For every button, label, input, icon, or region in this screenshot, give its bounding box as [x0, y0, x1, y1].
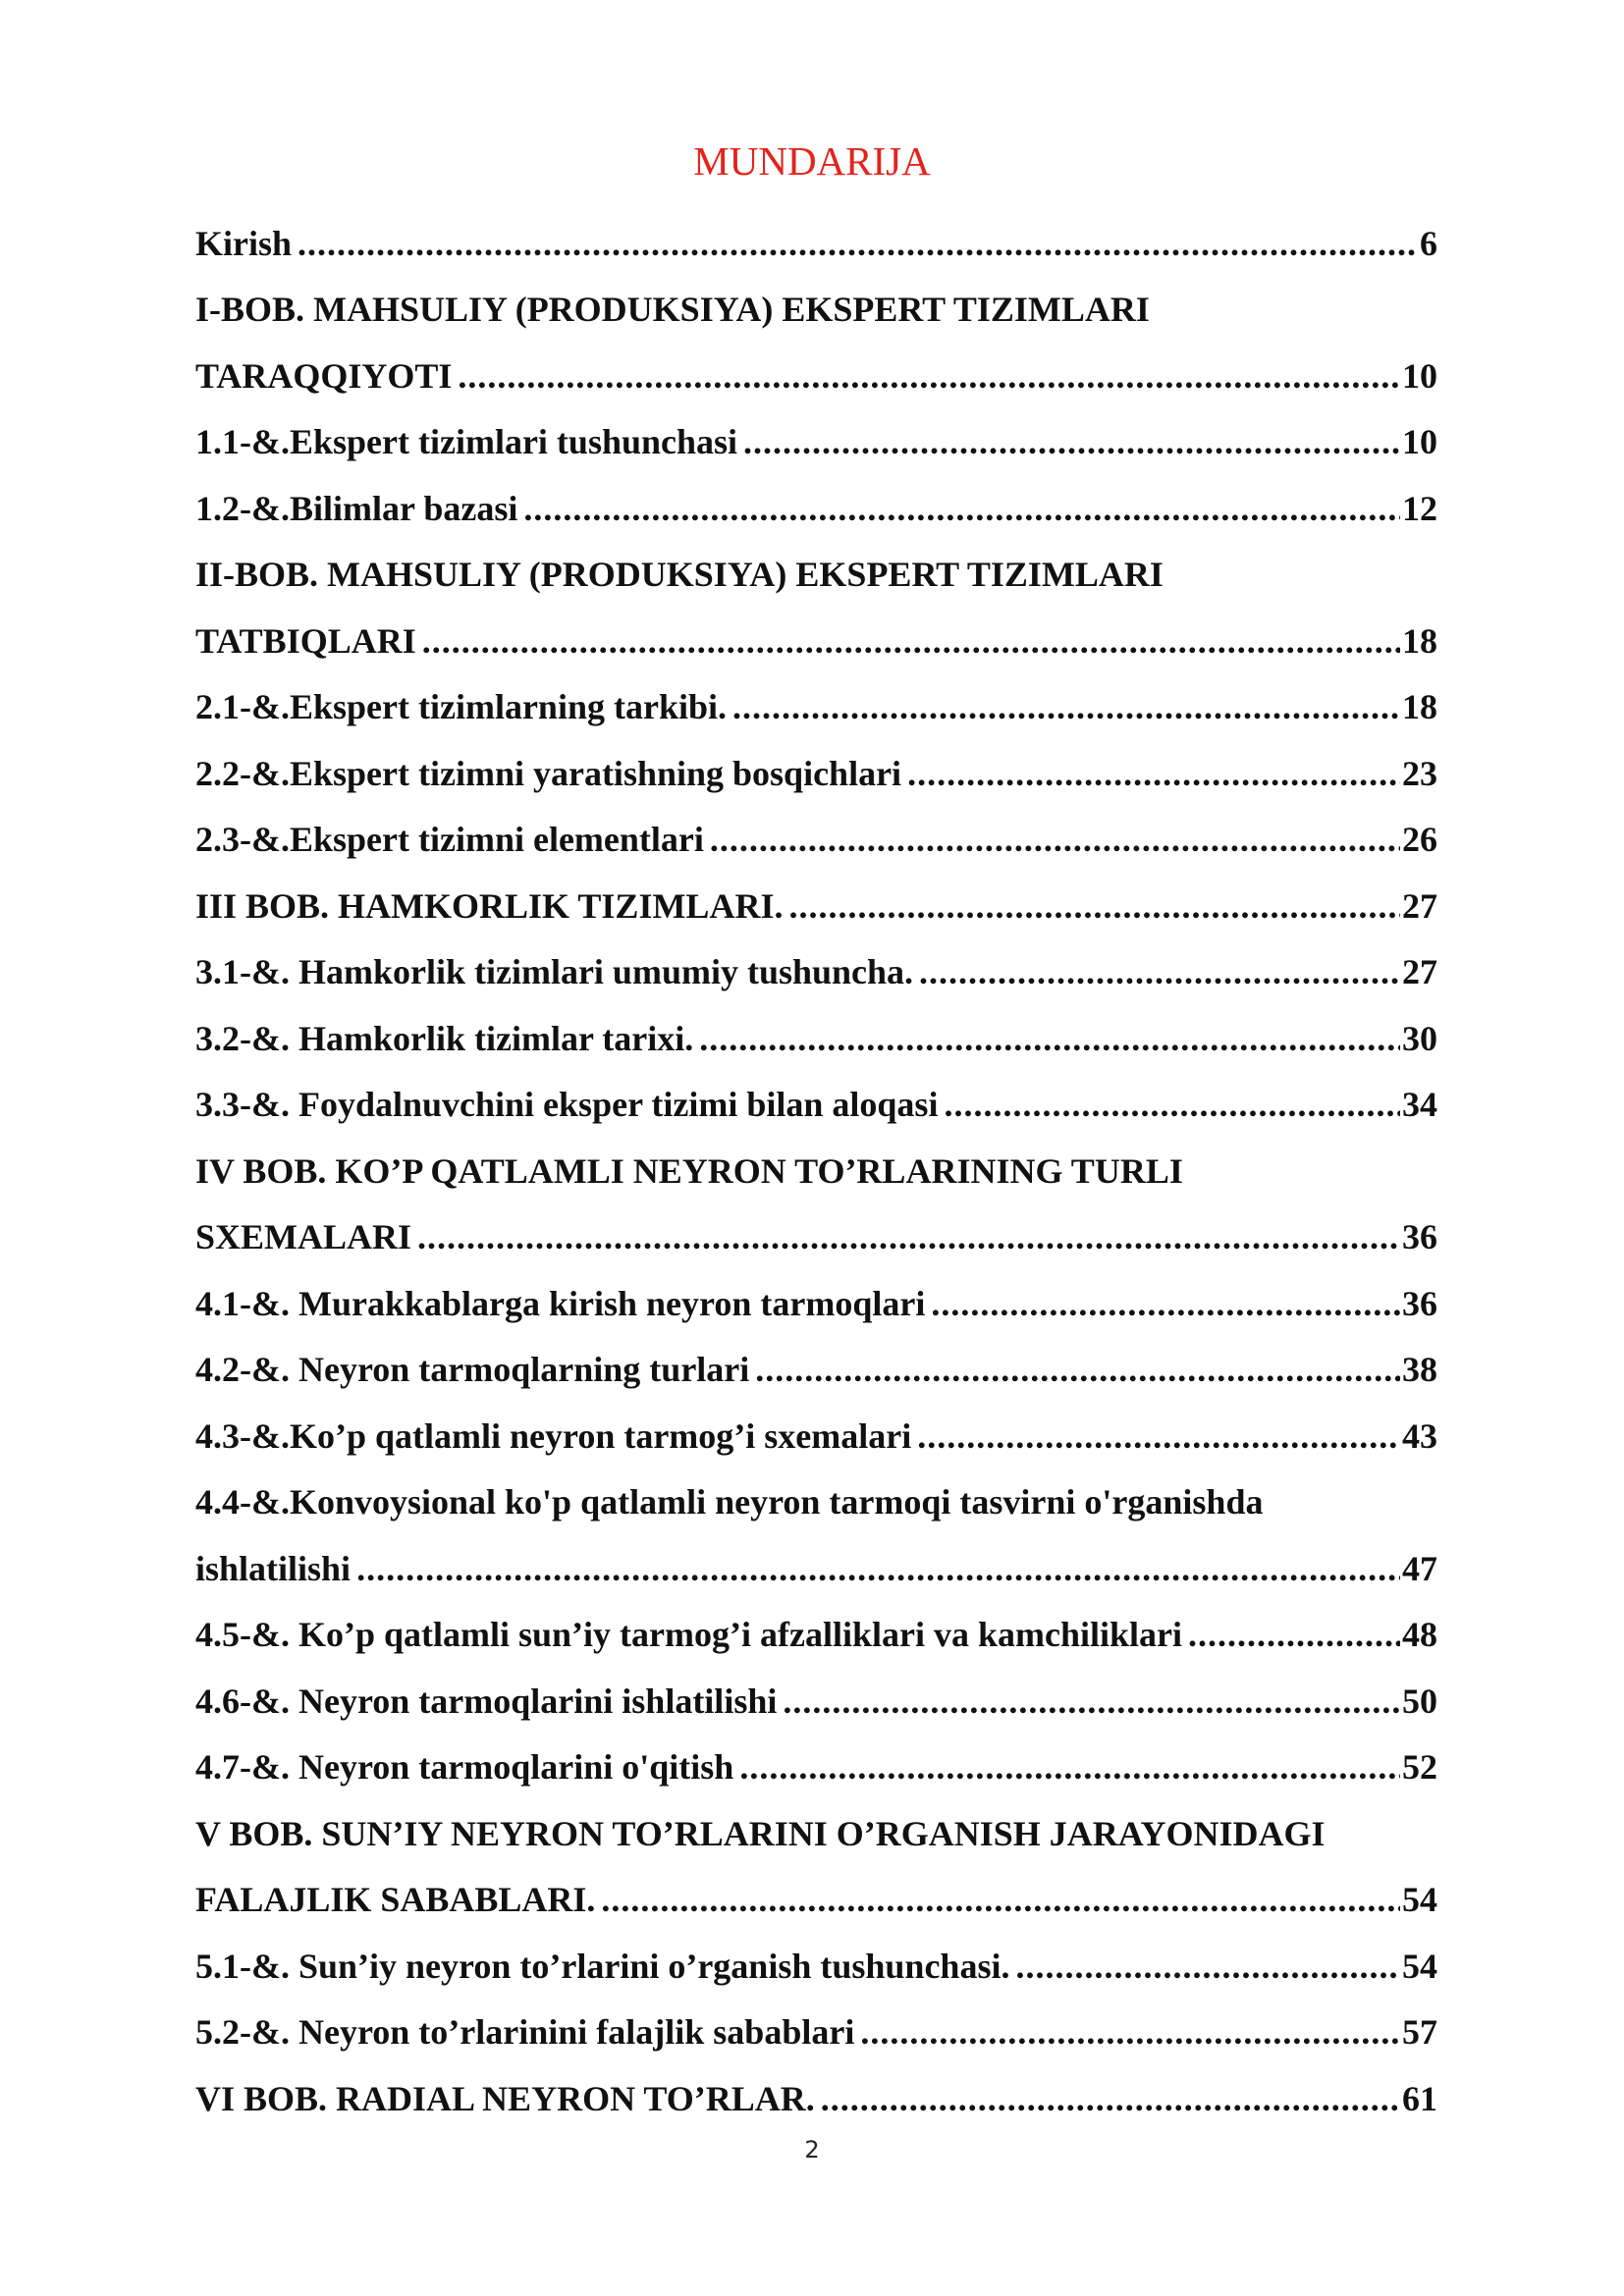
toc-entry-title: 1.2-&.Bilimlar bazasi: [195, 488, 518, 528]
toc-entry-title: 4.4-&.Konvoysional ko'p qatlamli neyron tarmoqi tasvirni o'rganishda: [195, 1482, 1264, 1522]
page-title: MUNDARIJA: [693, 138, 931, 184]
toc-entry-page: 10: [1402, 355, 1437, 396]
toc-dot-leader: [788, 885, 1400, 927]
toc-entry-page: 36: [1402, 1217, 1437, 1257]
toc-entry-page: 48: [1402, 1615, 1437, 1655]
toc-entry[interactable]: [195, 1138, 1437, 1204]
toc-entry-page: 52: [1402, 1747, 1437, 1788]
toc-entry[interactable]: [195, 1072, 1437, 1139]
toc-entry[interactable]: [195, 475, 1437, 542]
toc-entry-title: 1.1-&.Ekspert tizimlari tushunchasi: [195, 422, 738, 462]
toc-entry-page: 34: [1402, 1085, 1437, 1125]
toc-dot-leader: [458, 355, 1400, 397]
toc-dot-leader: [821, 2078, 1400, 2119]
toc-entry-title: V BOB. SUN’IY NEYRON TO’RLARINI O’RGANISH JARAYONIDAGI: [195, 1813, 1326, 1853]
toc-dot-leader: [743, 421, 1400, 462]
toc-entry-page: 12: [1402, 488, 1437, 528]
toc-entry-page: 6: [1420, 223, 1437, 263]
toc-entry-title: FALAJLIK SABABLARI.: [195, 1880, 596, 1920]
toc-entry-title: III BOB. HAMKORLIK TIZIMLARI.: [195, 885, 784, 926]
toc-entry[interactable]: [195, 1270, 1437, 1337]
toc-entry[interactable]: [195, 277, 1437, 344]
toc-entry[interactable]: [195, 1668, 1437, 1735]
toc-entry[interactable]: [195, 1469, 1437, 1536]
toc-dot-leader: [739, 1746, 1400, 1788]
toc-entry-page: 54: [1402, 1880, 1437, 1920]
toc-entry-page: 54: [1402, 1946, 1437, 1986]
toc-entry-page: 50: [1402, 1681, 1437, 1721]
toc-entry[interactable]: [195, 210, 1437, 277]
toc-entry[interactable]: [195, 542, 1437, 609]
toc-entry[interactable]: [195, 1535, 1437, 1602]
toc-entry[interactable]: [195, 740, 1437, 807]
toc-entry-page: 43: [1402, 1415, 1437, 1456]
toc-entry-page: 18: [1402, 687, 1437, 727]
toc-entry-title: 2.3-&.Ekspert tizimni elementlari: [195, 820, 704, 860]
toc-dot-leader: [931, 1283, 1400, 1324]
toc-entry-page: 36: [1402, 1283, 1437, 1323]
toc-entry-page: 38: [1402, 1350, 1437, 1390]
toc-dot-leader: [1188, 1614, 1400, 1655]
toc-entry[interactable]: [195, 2065, 1437, 2132]
toc-entry-title: ishlatilishi: [195, 1548, 352, 1588]
toc-entry[interactable]: [195, 2000, 1437, 2066]
toc-entry[interactable]: [195, 1204, 1437, 1271]
toc-entry-title: 4.6-&. Neyron tarmoqlarini ishlatilishi: [195, 1681, 778, 1721]
toc-entry-page: 30: [1402, 1018, 1437, 1058]
toc-entry-title: 5.2-&. Neyron to’rlarinini falajlik sabablari: [195, 2012, 855, 2053]
toc-entry-title: 4.5-&. Ko’p qatlamli sun’iy tarmog’i afzalliklari va kamchiliklari: [195, 1615, 1182, 1655]
toc-entry-page: 23: [1402, 753, 1437, 793]
toc-dot-leader: [755, 1349, 1400, 1390]
toc-entry[interactable]: [195, 1337, 1437, 1404]
toc-entry[interactable]: [195, 608, 1437, 674]
toc-entry-page: 27: [1402, 952, 1437, 992]
toc-entry[interactable]: [195, 1735, 1437, 1801]
toc-entry-title: SXEMALARI: [195, 1217, 412, 1257]
toc-dot-leader: [919, 951, 1400, 992]
toc-entry-page: 27: [1402, 885, 1437, 926]
toc-entry-title: II-BOB. MAHSULIY (PRODUKSIYA) EKSPERT TIZIMLARI: [195, 555, 1164, 595]
toc-entry[interactable]: [195, 1403, 1437, 1469]
toc-dot-leader: [699, 1018, 1400, 1059]
toc-dot-leader: [860, 2011, 1400, 2053]
toc-dot-leader: [1015, 1946, 1400, 1987]
toc-dot-leader: [417, 1216, 1400, 1257]
toc-dot-leader: [298, 223, 1418, 264]
page-number: 2: [804, 2136, 820, 2163]
toc-entry-title: 4.7-&. Neyron tarmoqlarini o'qitish: [195, 1747, 734, 1788]
toc-entry-page: 57: [1402, 2012, 1437, 2053]
toc-dot-leader: [732, 686, 1400, 727]
toc-entry-title: TATBIQLARI: [195, 620, 416, 661]
toc-entry-page: 10: [1402, 422, 1437, 462]
toc-entry[interactable]: [195, 1602, 1437, 1669]
toc-entry-title: 3.2-&. Hamkorlik tizimlar tarixi.: [195, 1018, 694, 1058]
toc-dot-leader: [783, 1681, 1400, 1722]
toc-entry[interactable]: [195, 674, 1437, 741]
toc-entry-title: 4.2-&. Neyron tarmoqlarning turlari: [195, 1350, 750, 1390]
toc-entry-title: IV BOB. KO’P QATLAMLI NEYRON TO’RLARINING TURLI: [195, 1150, 1183, 1191]
toc-entry[interactable]: [195, 807, 1437, 874]
toc-entry-title: I-BOB. MAHSULIY (PRODUKSIYA) EKSPERT TIZIMLARI: [195, 290, 1150, 330]
toc-dot-leader: [907, 753, 1400, 794]
table-of-contents: [195, 210, 1437, 2132]
toc-dot-leader: [917, 1415, 1400, 1457]
toc-entry-title: 5.1-&. Sun’iy neyron to’rlarini o’rganish tushunchasi.: [195, 1946, 1010, 1986]
toc-dot-leader: [356, 1548, 1400, 1589]
toc-entry-page: 18: [1402, 620, 1437, 661]
toc-entry[interactable]: [195, 1933, 1437, 2000]
toc-entry-page: 26: [1402, 820, 1437, 860]
toc-entry-title: 2.1-&.Ekspert tizimlarning tarkibi.: [195, 687, 727, 727]
toc-entry[interactable]: [195, 1800, 1437, 1867]
toc-entry[interactable]: [195, 1867, 1437, 1934]
toc-entry-page: 61: [1402, 2078, 1437, 2118]
toc-entry-title: Kirish: [195, 223, 293, 263]
toc-entry-title: 4.3-&.Ko’p qatlamli neyron tarmog’i sxemalari: [195, 1415, 912, 1456]
toc-dot-leader: [601, 1879, 1400, 1920]
toc-entry-title: 3.3-&. Foydalnuvchini eksper tizimi bilan aloqasi: [195, 1085, 939, 1125]
toc-entry-title: TARAQQIYOTI: [195, 355, 453, 396]
toc-entry-page: 47: [1402, 1548, 1437, 1588]
toc-entry[interactable]: [195, 343, 1437, 409]
toc-entry[interactable]: [195, 939, 1437, 1006]
toc-entry-title: VI BOB. RADIAL NEYRON TO’RLAR.: [195, 2078, 815, 2118]
toc-entry-title: 3.1-&. Hamkorlik tizimlari umumiy tushuncha.: [195, 952, 914, 992]
toc-dot-leader: [944, 1084, 1400, 1125]
toc-entry[interactable]: [195, 1005, 1437, 1072]
toc-entry[interactable]: [195, 409, 1437, 476]
toc-dot-leader: [422, 620, 1400, 662]
toc-entry-title: 2.2-&.Ekspert tizimni yaratishning bosqichlari: [195, 753, 902, 793]
toc-entry-title: 4.1-&. Murakkablarga kirish neyron tarmoqlari: [195, 1283, 926, 1323]
toc-entry[interactable]: [195, 873, 1437, 939]
toc-dot-leader: [523, 488, 1400, 529]
toc-dot-leader: [710, 819, 1400, 860]
